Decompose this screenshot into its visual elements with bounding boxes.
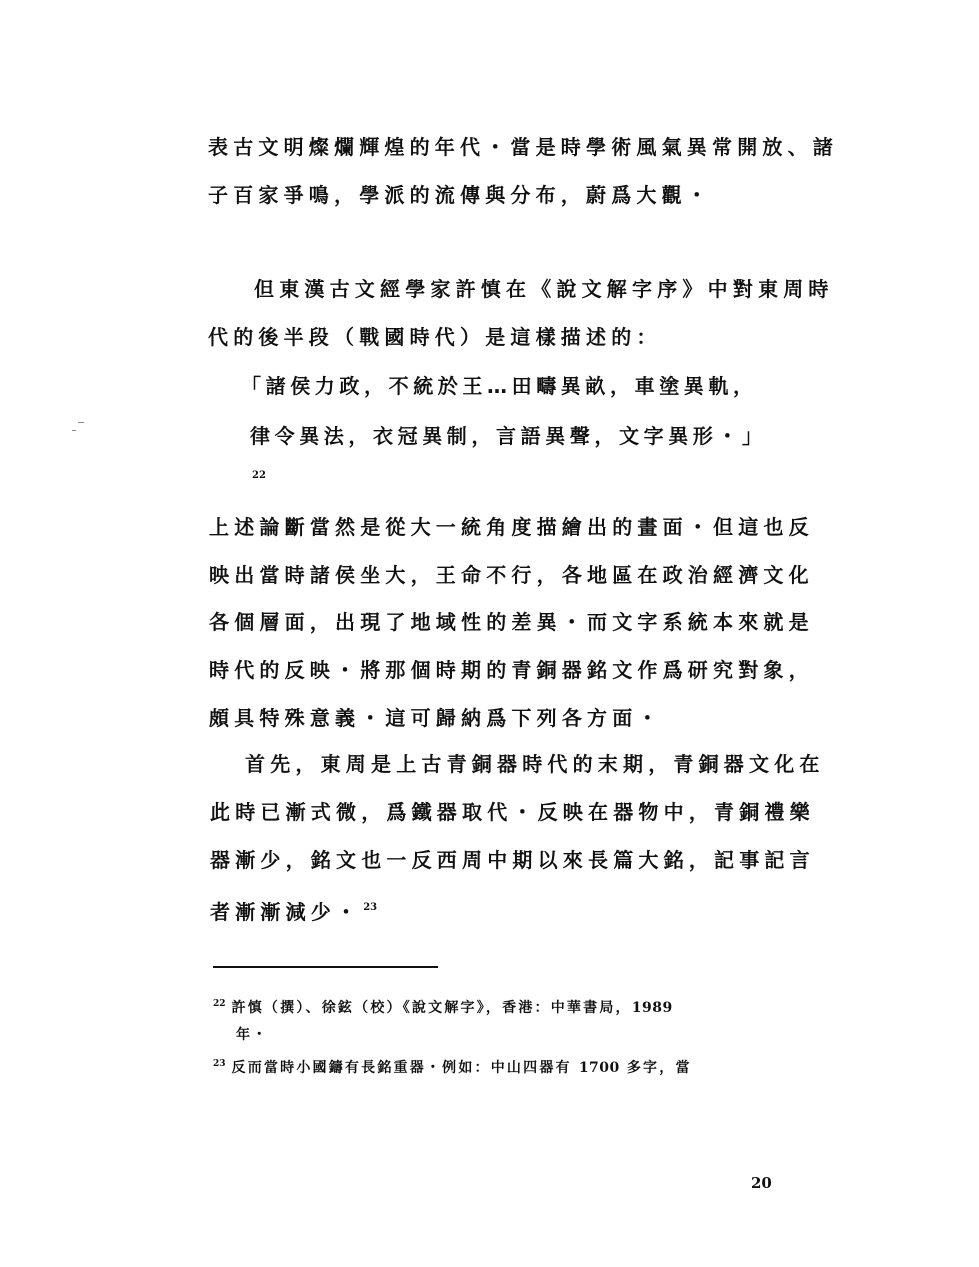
footnote-text: 許慎（撰）、徐鉉（校）《說文解字》，香港：中華書局，: [231, 1000, 632, 1016]
body-line: 時代的反映・將那個時期的青銅器銘文作爲研究對象，: [209, 658, 814, 682]
quote-line: 「諸侯力政，不統於王…田疇異畝，車塗異軌，: [241, 374, 758, 398]
body-line: 但東漢古文經學家許慎在《說文解字序》中對東周時: [254, 277, 834, 301]
page-number: 20: [751, 1174, 772, 1192]
body-line: 器漸少，銘文也一反西周中期以來長篇大銘，記事記言: [210, 848, 815, 872]
body-line: 頗具特殊意義・這可歸納爲下列各方面・: [209, 706, 663, 730]
footnote-23: [213, 1055, 692, 1077]
footnote-number: 23: [213, 1059, 226, 1069]
footnote-count: 1700: [578, 1060, 620, 1076]
footnote-year: 1989: [631, 1000, 673, 1016]
body-line-text: 者漸漸減少・: [210, 900, 362, 924]
body-line: 此時已漸式微，爲鐵器取代・反映在器物中，青銅禮樂: [210, 800, 815, 824]
body-line: 首先，東周是上古青銅器時代的末期，青銅器文化在: [245, 752, 825, 776]
body-line: 映出當時諸侯坐大，王命不行，各地區在政治經濟文化: [209, 563, 814, 587]
footnote-divider: [213, 966, 438, 968]
footnote-text: 反而當時小國鑄有長銘重器・例如：中山四器有: [231, 1060, 572, 1076]
body-line: 代的後半段（戰國時代）是這樣描述的：: [208, 325, 662, 349]
body-line: 上述論斷當然是從大一統角度描繪出的畫面・但這也反: [209, 515, 814, 539]
body-line-last: [210, 896, 377, 924]
body-line: 表古文明燦爛輝煌的年代・當是時學術風氣異常開放、諸: [208, 135, 838, 159]
footnote-number: 22: [213, 999, 226, 1009]
footnote-22-continuation: 年・: [236, 1027, 269, 1043]
footnote-text-tail: 多字，當: [626, 1060, 692, 1076]
quote-line: 律令異法，衣冠異制，言語異聲，文字異形・」: [250, 424, 767, 448]
footnote-22: [213, 995, 673, 1017]
body-line: 各個層面，出現了地域性的差異・而文字系統本來就是: [209, 610, 814, 634]
footnote-ref-23: 23: [363, 902, 378, 913]
scan-speck: [72, 430, 76, 431]
footnote-ref-22: 22: [252, 470, 266, 481]
body-line: 子百家爭鳴，學派的流傳與分布，蔚爲大觀・: [208, 183, 712, 207]
scan-speck: [78, 422, 84, 423]
